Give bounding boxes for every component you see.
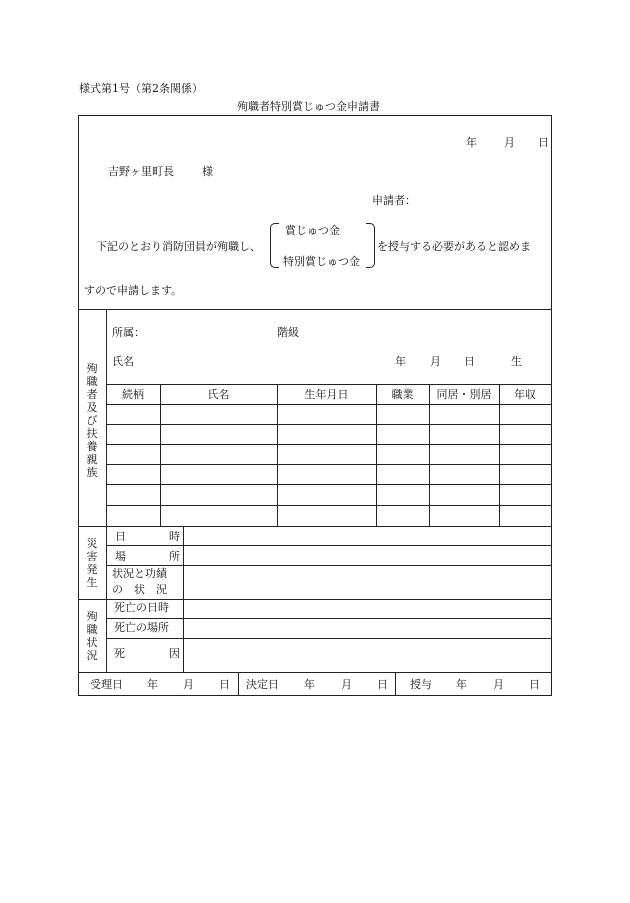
honorific: 様 (202, 165, 213, 178)
date-year: 年 (466, 136, 477, 149)
affiliation-label: 所属： (112, 326, 145, 339)
disaster-place-label-a: 場 (115, 550, 126, 563)
application-form (78, 115, 552, 696)
received-year: 年 (147, 678, 158, 691)
date-month: 月 (504, 136, 515, 149)
birth-month: 月 (430, 355, 441, 368)
col-relationship: 続柄 (122, 388, 144, 401)
disaster-situation-label-2: の 状 況 (112, 583, 167, 596)
decided-day: 日 (377, 678, 388, 691)
received-label: 受理日 (90, 678, 123, 691)
death-side-label: 殉職状況 (86, 610, 98, 662)
right-bracket (366, 223, 375, 268)
body-continuation: すので申請します。 (84, 284, 183, 297)
disaster-place-label-b: 所 (169, 550, 180, 563)
birth-year: 年 (395, 355, 406, 368)
date-day: 日 (538, 136, 549, 149)
col-birthdate: 生年月日 (304, 388, 349, 401)
disaster-datetime-label-a: 日 (115, 530, 126, 543)
disaster-situation-label-1: 状況と功績 (112, 567, 167, 580)
col-name: 氏名 (207, 388, 230, 401)
body-after: を授与する必要があると認めま (377, 240, 531, 253)
option-tokubetsu-shojutsukin: 特別賞じゅつ金 (283, 255, 360, 268)
disaster-side-label: 災害発生 (86, 537, 98, 589)
option-shojutsukin: 賞じゅつ金 (285, 224, 340, 237)
received-month: 月 (183, 678, 194, 691)
received-day: 日 (219, 678, 230, 691)
deceased-name-label: 氏名 (112, 355, 134, 368)
death-cause-label-a: 死 (114, 647, 125, 660)
awarded-month: 月 (493, 678, 504, 691)
decided-year: 年 (304, 678, 315, 691)
awarded-day: 日 (529, 678, 540, 691)
col-occupation: 職業 (391, 388, 414, 401)
death-datetime-label: 死亡の日時 (114, 601, 169, 614)
birth-day: 日 (464, 355, 475, 368)
disaster-datetime-label-b: 時 (169, 530, 180, 543)
death-cause-label-b: 因 (169, 647, 180, 660)
awarded-label: 授与 (410, 678, 432, 691)
birth-suffix: 生 (511, 355, 522, 368)
addressee: 吉野ヶ里町長 (108, 165, 174, 178)
rank-label: 階級 (277, 326, 299, 339)
death-place-label: 死亡の場所 (114, 621, 169, 634)
left-bracket (270, 223, 279, 268)
body-before: 下記のとおり消防団員が殉職し、 (96, 240, 261, 253)
col-cohabitation: 同居・別居 (436, 388, 492, 401)
form-number: 様式第1号（第2条関係） (79, 82, 203, 95)
form-title: 殉職者特別賞じゅつ金申請書 (237, 100, 380, 113)
decided-month: 月 (341, 678, 352, 691)
col-annual-income: 年収 (514, 388, 536, 401)
family-side-label: 殉職者及び扶養親族 (86, 362, 98, 479)
decided-label: 決定日 (246, 678, 279, 691)
applicant-label: 申請者： (372, 194, 416, 207)
awarded-year: 年 (456, 678, 467, 691)
